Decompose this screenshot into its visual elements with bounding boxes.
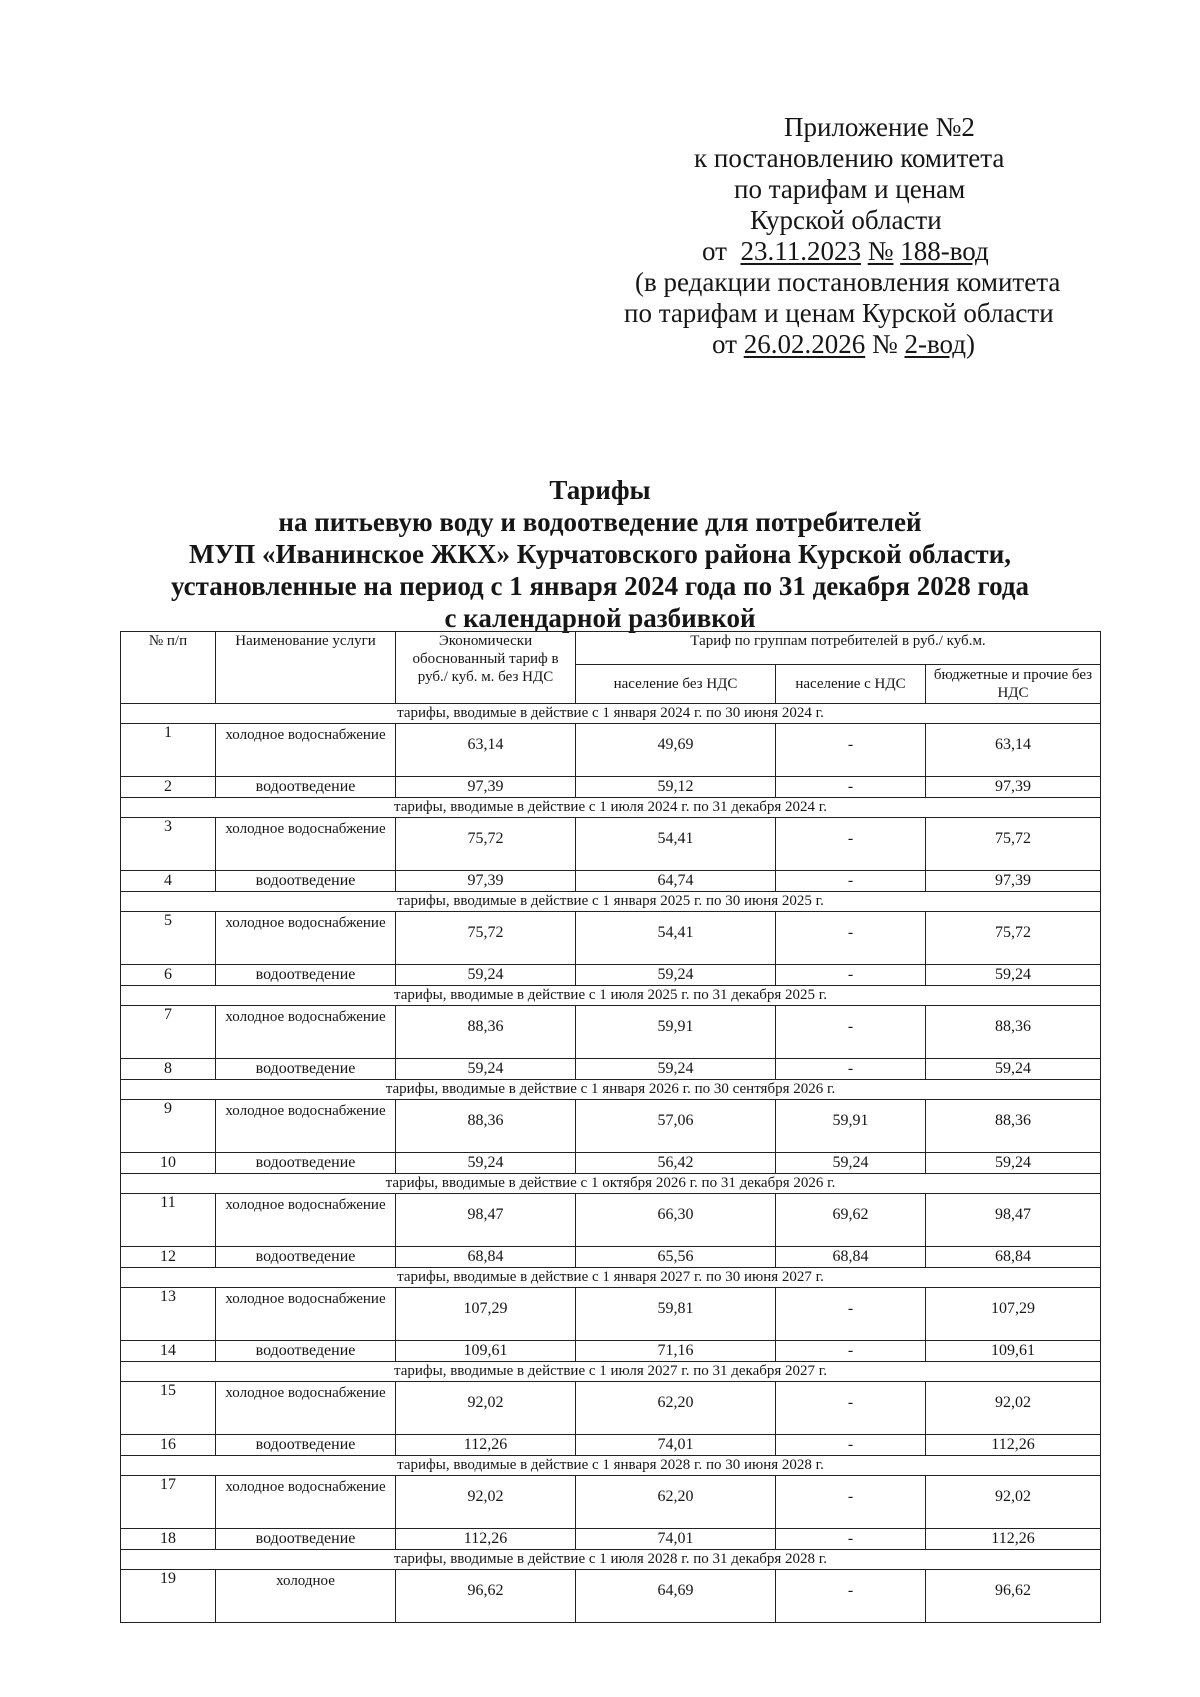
tariff-row — [121, 1570, 1101, 1623]
row-number: 11 — [121, 1194, 216, 1247]
row-number: 4 — [121, 871, 216, 892]
row-number: 17 — [121, 1476, 216, 1529]
population-vat-tariff-value: - — [776, 1059, 926, 1080]
economic-tariff-value: 107,29 — [396, 1288, 576, 1341]
budget-tariff-value: 97,39 — [926, 777, 1101, 798]
period-row — [121, 1080, 1101, 1100]
budget-tariff-value: 109,61 — [926, 1341, 1101, 1362]
budget-tariff-value: 59,24 — [926, 1059, 1101, 1080]
header-budget: бюджетные и прочие без НДС — [926, 665, 1101, 704]
tariffs-table — [120, 631, 1101, 1623]
service-name: холодное водоснабжение — [216, 724, 396, 777]
row-number: 15 — [121, 1382, 216, 1435]
title-line-4: установленные на период с 1 января 2024 года по 31 декабря 2028 года — [171, 571, 1029, 601]
appendix-edit-date: 26.02.2026 — [743, 329, 866, 359]
population-tariff-value: 64,69 — [576, 1570, 776, 1623]
period-label: тарифы, вводимые в действие с 1 июля 2025 г. по 31 декабря 2025 г. — [121, 986, 1101, 1006]
appendix-line-7: по тарифам и ценам Курской области — [624, 298, 1054, 328]
economic-tariff-value: 59,24 — [396, 965, 576, 986]
row-number: 16 — [121, 1435, 216, 1456]
tariff-row — [121, 1341, 1101, 1362]
row-number: 12 — [121, 1247, 216, 1268]
population-vat-tariff-value: 59,91 — [776, 1100, 926, 1153]
population-vat-tariff-value: - — [776, 1529, 926, 1550]
population-vat-tariff-value: - — [776, 871, 926, 892]
population-vat-tariff-value: 68,84 — [776, 1247, 926, 1268]
header-population-no-vat: население без НДС — [576, 665, 776, 704]
population-vat-tariff-value: - — [776, 1476, 926, 1529]
budget-tariff-value: 88,36 — [926, 1100, 1101, 1153]
header-economic-tariff: Экономически обоснованный тариф в руб./ куб. м. без НДС — [396, 632, 576, 704]
economic-tariff-value: 97,39 — [396, 777, 576, 798]
economic-tariff-value: 97,39 — [396, 871, 576, 892]
period-label: тарифы, вводимые в действие с 1 января 2025 г. по 30 июня 2025 г. — [121, 892, 1101, 912]
service-name: водоотведение — [216, 1341, 396, 1362]
appendix-line-3: по тарифам и ценам — [734, 174, 966, 204]
budget-tariff-value: 75,72 — [926, 912, 1101, 965]
tariff-row — [121, 724, 1101, 777]
period-row — [121, 1362, 1101, 1382]
budget-tariff-value: 68,84 — [926, 1247, 1101, 1268]
appendix-line-8 — [560, 329, 1120, 360]
population-tariff-value: 49,69 — [576, 724, 776, 777]
population-tariff-value: 62,20 — [576, 1476, 776, 1529]
service-name: водоотведение — [216, 1529, 396, 1550]
appendix-line-4: Курской области — [750, 205, 942, 235]
title-line-1: Тарифы — [549, 475, 651, 505]
appendix-edit-number-sign: № — [871, 329, 898, 359]
appendix-edit-close-paren: ) — [965, 329, 975, 359]
tariff-row — [121, 1476, 1101, 1529]
period-row — [121, 1174, 1101, 1194]
population-tariff-value: 65,56 — [576, 1247, 776, 1268]
header-service: Наименование услуги — [216, 632, 396, 704]
economic-tariff-value: 109,61 — [396, 1341, 576, 1362]
appendix-line-5 — [560, 236, 1120, 267]
service-name: холодное водоснабжение — [216, 1382, 396, 1435]
economic-tariff-value: 92,02 — [396, 1382, 576, 1435]
population-vat-tariff-value: - — [776, 818, 926, 871]
budget-tariff-value: 107,29 — [926, 1288, 1101, 1341]
tariff-row — [121, 912, 1101, 965]
tariff-row — [121, 1100, 1101, 1153]
tariff-row — [121, 818, 1101, 871]
tariff-row — [121, 1153, 1101, 1174]
population-vat-tariff-value: - — [776, 1382, 926, 1435]
economic-tariff-value: 68,84 — [396, 1247, 576, 1268]
tariff-row — [121, 1247, 1101, 1268]
economic-tariff-value: 59,24 — [396, 1153, 576, 1174]
service-name: водоотведение — [216, 1153, 396, 1174]
population-vat-tariff-value: - — [776, 912, 926, 965]
budget-tariff-value: 59,24 — [926, 965, 1101, 986]
appendix-decree-number: 188-вод — [900, 236, 989, 266]
population-vat-tariff-value: - — [776, 724, 926, 777]
period-row — [121, 986, 1101, 1006]
document-title — [100, 474, 1100, 634]
economic-tariff-value: 75,72 — [396, 818, 576, 871]
title-line-5: с календарной разбивкой — [444, 603, 756, 633]
period-row — [121, 1268, 1101, 1288]
budget-tariff-value: 96,62 — [926, 1570, 1101, 1623]
appendix-edit-number: 2-вод — [904, 329, 966, 359]
budget-tariff-value: 97,39 — [926, 871, 1101, 892]
economic-tariff-value: 112,26 — [396, 1529, 576, 1550]
service-name: холодное — [216, 1570, 396, 1623]
row-number: 2 — [121, 777, 216, 798]
population-tariff-value: 71,16 — [576, 1341, 776, 1362]
economic-tariff-value: 63,14 — [396, 724, 576, 777]
title-line-3: МУП «Иванинское ЖКХ» Курчатовского района Курской области, — [188, 539, 1011, 569]
tariff-row — [121, 1194, 1101, 1247]
appendix-number-sign: № — [867, 236, 894, 266]
tariff-row — [121, 1435, 1101, 1456]
period-row — [121, 798, 1101, 818]
row-number: 10 — [121, 1153, 216, 1174]
service-name: холодное водоснабжение — [216, 1476, 396, 1529]
row-number: 19 — [121, 1570, 216, 1623]
budget-tariff-value: 59,24 — [926, 1153, 1101, 1174]
period-label: тарифы, вводимые в действие с 1 января 2026 г. по 30 сентября 2026 г. — [121, 1080, 1101, 1100]
population-tariff-value: 56,42 — [576, 1153, 776, 1174]
tariff-row — [121, 871, 1101, 892]
population-vat-tariff-value: - — [776, 965, 926, 986]
service-name: холодное водоснабжение — [216, 912, 396, 965]
row-number: 7 — [121, 1006, 216, 1059]
economic-tariff-value: 75,72 — [396, 912, 576, 965]
population-vat-tariff-value: - — [776, 1288, 926, 1341]
appendix-line-6: (в редакции постановления комитета — [635, 267, 1061, 297]
economic-tariff-value: 96,62 — [396, 1570, 576, 1623]
population-tariff-value: 59,12 — [576, 777, 776, 798]
population-vat-tariff-value: - — [776, 1435, 926, 1456]
row-number: 8 — [121, 1059, 216, 1080]
header-group-tariff: Тариф по группам потребителей в руб./ куб.м. — [576, 632, 1101, 665]
population-vat-tariff-value: - — [776, 1341, 926, 1362]
header-num: № п/п — [121, 632, 216, 704]
service-name: водоотведение — [216, 965, 396, 986]
tariff-row — [121, 777, 1101, 798]
row-number: 3 — [121, 818, 216, 871]
economic-tariff-value: 59,24 — [396, 1059, 576, 1080]
budget-tariff-value: 75,72 — [926, 818, 1101, 871]
tariffs-body — [121, 704, 1101, 1623]
appendix-block — [560, 112, 1120, 360]
appendix-line-1: Приложение №2 — [784, 112, 975, 142]
tariff-row — [121, 1288, 1101, 1341]
tariff-row — [121, 1382, 1101, 1435]
header-population-vat: население с НДС — [776, 665, 926, 704]
row-number: 14 — [121, 1341, 216, 1362]
service-name: холодное водоснабжение — [216, 818, 396, 871]
appendix-line-2: к постановлению комитета — [694, 143, 1005, 173]
population-tariff-value: 59,81 — [576, 1288, 776, 1341]
row-number: 18 — [121, 1529, 216, 1550]
period-label: тарифы, вводимые в действие с 1 июля 2027 г. по 31 декабря 2027 г. — [121, 1362, 1101, 1382]
period-label: тарифы, вводимые в действие с 1 января 2027 г. по 30 июня 2027 г. — [121, 1268, 1101, 1288]
population-tariff-value: 54,41 — [576, 912, 776, 965]
row-number: 13 — [121, 1288, 216, 1341]
title-line-2: на питьевую воду и водоотведение для потребителей — [278, 507, 922, 537]
row-number: 9 — [121, 1100, 216, 1153]
population-vat-tariff-value: - — [776, 1570, 926, 1623]
row-number: 1 — [121, 724, 216, 777]
budget-tariff-value: 88,36 — [926, 1006, 1101, 1059]
tariff-row — [121, 965, 1101, 986]
service-name: холодное водоснабжение — [216, 1194, 396, 1247]
period-row — [121, 1550, 1101, 1570]
population-tariff-value: 54,41 — [576, 818, 776, 871]
service-name: водоотведение — [216, 871, 396, 892]
tariff-row — [121, 1059, 1101, 1080]
tariff-row — [121, 1529, 1101, 1550]
economic-tariff-value: 88,36 — [396, 1006, 576, 1059]
row-number: 6 — [121, 965, 216, 986]
budget-tariff-value: 98,47 — [926, 1194, 1101, 1247]
appendix-from-label: от — [702, 236, 727, 266]
population-tariff-value: 64,74 — [576, 871, 776, 892]
population-vat-tariff-value: 59,24 — [776, 1153, 926, 1174]
budget-tariff-value: 112,26 — [926, 1435, 1101, 1456]
service-name: водоотведение — [216, 777, 396, 798]
population-tariff-value: 66,30 — [576, 1194, 776, 1247]
appendix-edit-from-label: от — [712, 329, 737, 359]
budget-tariff-value: 63,14 — [926, 724, 1101, 777]
period-row — [121, 1456, 1101, 1476]
population-tariff-value: 62,20 — [576, 1382, 776, 1435]
service-name: холодное водоснабжение — [216, 1288, 396, 1341]
service-name: водоотведение — [216, 1247, 396, 1268]
period-label: тарифы, вводимые в действие с 1 октября 2026 г. по 31 декабря 2026 г. — [121, 1174, 1101, 1194]
economic-tariff-value: 98,47 — [396, 1194, 576, 1247]
period-label: тарифы, вводимые в действие с 1 июля 2024 г. по 31 декабря 2024 г. — [121, 798, 1101, 818]
population-vat-tariff-value: - — [776, 777, 926, 798]
economic-tariff-value: 92,02 — [396, 1476, 576, 1529]
budget-tariff-value: 92,02 — [926, 1382, 1101, 1435]
economic-tariff-value: 88,36 — [396, 1100, 576, 1153]
tariff-row — [121, 1006, 1101, 1059]
row-number: 5 — [121, 912, 216, 965]
population-tariff-value: 57,06 — [576, 1100, 776, 1153]
service-name: водоотведение — [216, 1435, 396, 1456]
budget-tariff-value: 112,26 — [926, 1529, 1101, 1550]
appendix-decree-date: 23.11.2023 — [740, 236, 861, 266]
population-tariff-value: 59,24 — [576, 1059, 776, 1080]
service-name: холодное водоснабжение — [216, 1006, 396, 1059]
population-vat-tariff-value: 69,62 — [776, 1194, 926, 1247]
population-tariff-value: 74,01 — [576, 1435, 776, 1456]
population-vat-tariff-value: - — [776, 1006, 926, 1059]
economic-tariff-value: 112,26 — [396, 1435, 576, 1456]
period-label: тарифы, вводимые в действие с 1 января 2024 г. по 30 июня 2024 г. — [121, 704, 1101, 724]
population-tariff-value: 59,24 — [576, 965, 776, 986]
population-tariff-value: 74,01 — [576, 1529, 776, 1550]
period-label: тарифы, вводимые в действие с 1 июля 2028 г. по 31 декабря 2028 г. — [121, 1550, 1101, 1570]
population-tariff-value: 59,91 — [576, 1006, 776, 1059]
service-name: холодное водоснабжение — [216, 1100, 396, 1153]
period-row — [121, 704, 1101, 724]
period-label: тарифы, вводимые в действие с 1 января 2028 г. по 30 июня 2028 г. — [121, 1456, 1101, 1476]
budget-tariff-value: 92,02 — [926, 1476, 1101, 1529]
period-row — [121, 892, 1101, 912]
service-name: водоотведение — [216, 1059, 396, 1080]
